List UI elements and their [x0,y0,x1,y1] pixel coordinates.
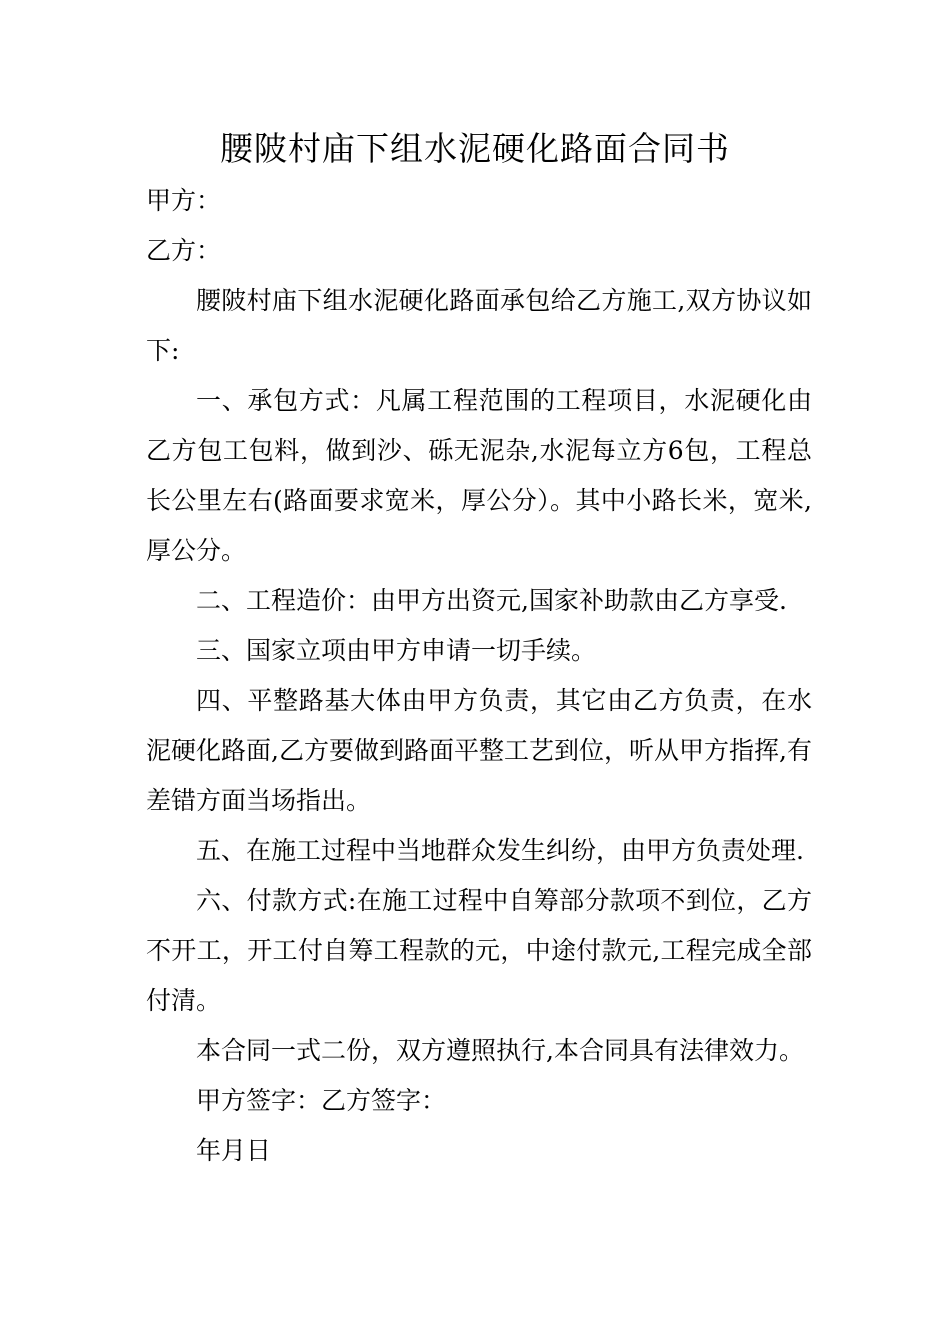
clause-5-paragraph: 五、在施工过程中当地群众发生纠纷，由甲方负责处理. [196,836,804,865]
signature-line: 甲方签字：乙方签字： [196,1086,447,1115]
document-body [146,176,812,1176]
clause-1-paragraph: 一、承包方式：凡属工程范围的工程项目，水泥硬化由乙方包工包料，做到沙、砾无泥杂,水泥每立方6包，工程总长公里左右(路面要求宽米，厚公分）。其中小路长米，宽米,厚公分。 [146,386,812,565]
copies-paragraph: 本合同一式二份，双方遵照执行,本合同具有法律效力。 [196,1036,804,1065]
document-title: 腰陂村庙下组水泥硬化路面合同书 [220,129,730,168]
clause-2-paragraph: 二、工程造价：由甲方出资元,国家补助款由乙方享受. [196,586,787,615]
party-b-line: 乙方： [146,236,222,265]
clause-4-paragraph: 四、平整路基大体由甲方负责，其它由乙方负责，在水泥硬化路面,乙方要做到路面平整工艺到位，听从甲方指挥,有差错方面当场指出。 [146,686,812,815]
clause-3-paragraph: 三、国家立项由甲方申请一切手续。 [196,636,597,665]
intro-paragraph: 腰陂村庙下组水泥硬化路面承包给乙方施工,双方协议如下: [146,286,812,365]
clause-6-paragraph: 六、付款方式:在施工过程中自筹部分款项不到位，乙方不开工，开工付自筹工程款的元，中途付款元,工程完成全部付清。 [146,886,812,1015]
date-line: 年月日 [196,1136,272,1165]
party-a-line: 甲方： [146,186,222,215]
